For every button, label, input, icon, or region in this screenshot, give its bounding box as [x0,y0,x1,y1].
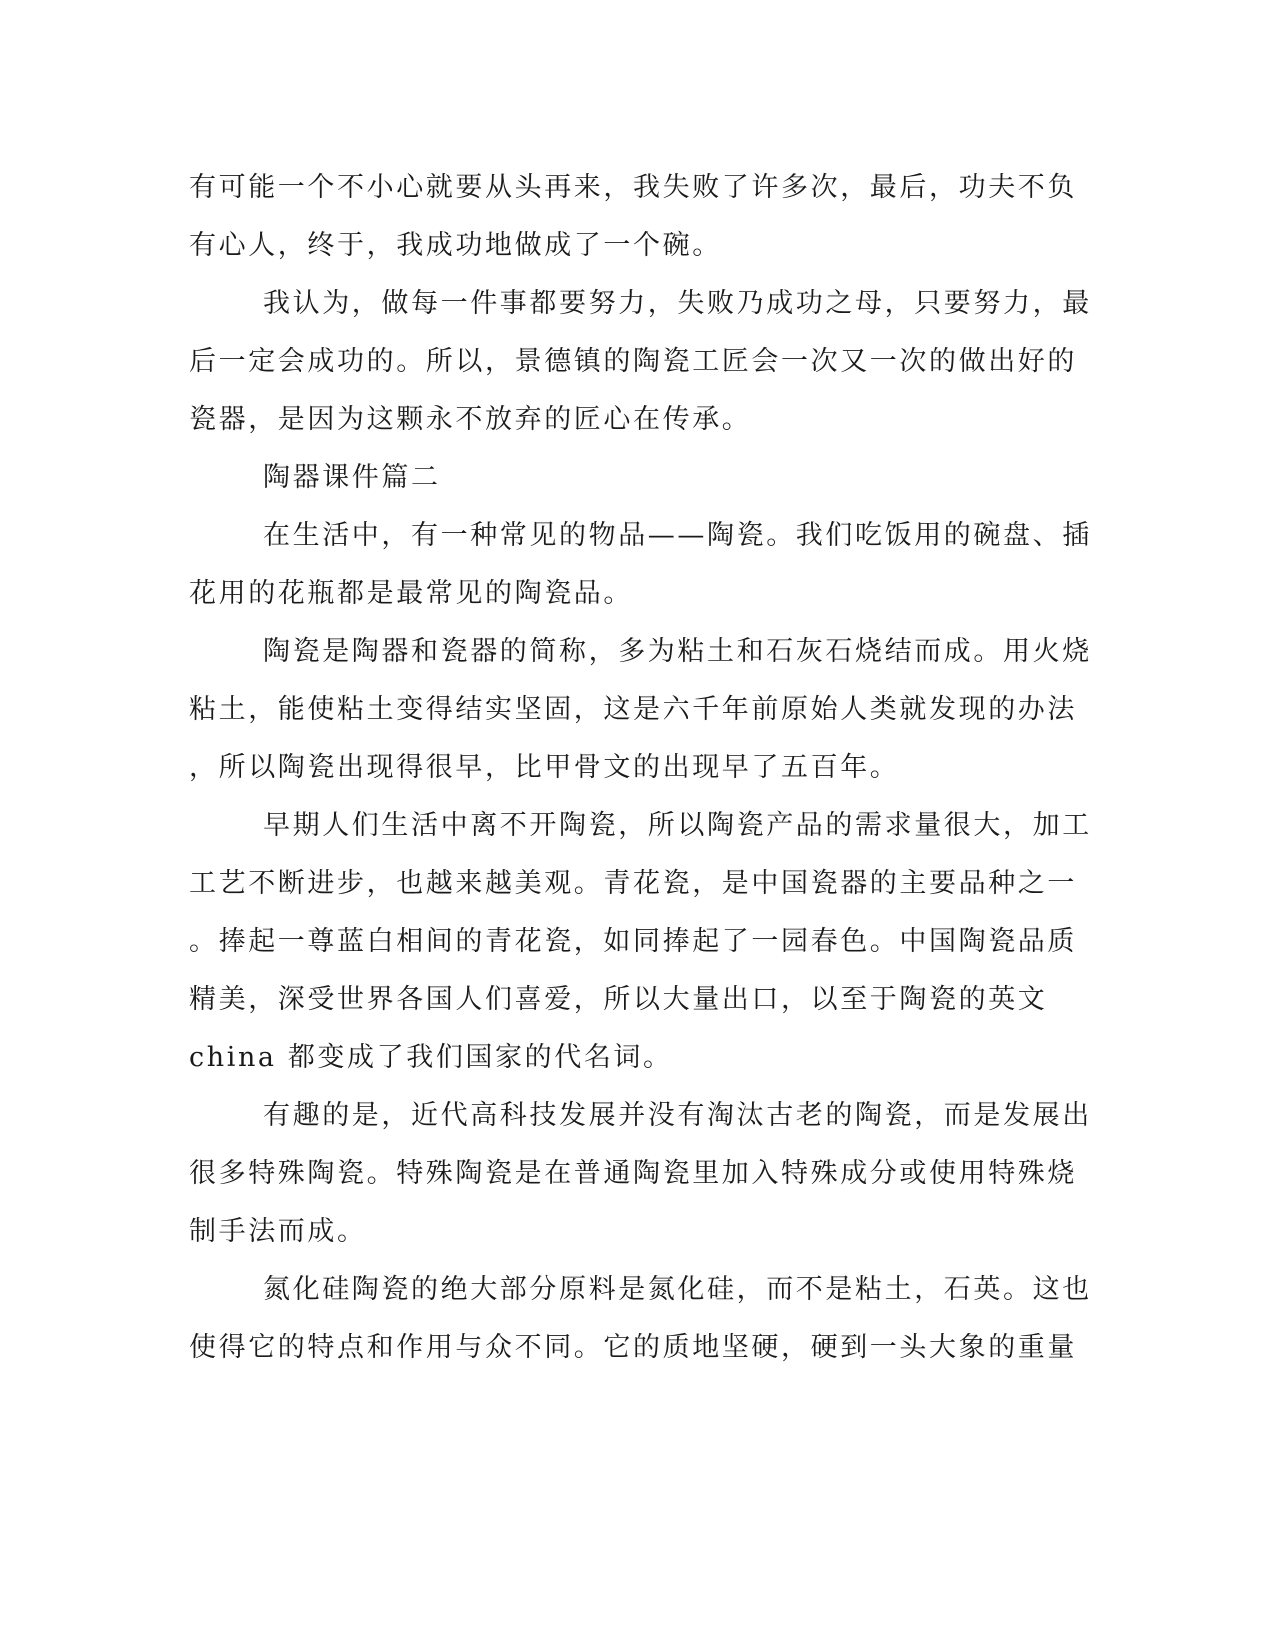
text-line: ，所以陶瓷出现得很早，比甲骨文的出现早了五百年。 [189,752,900,783]
text-line: 使得它的特点和作用与众不同。它的质地坚硬，硬到一头大象的重量 [189,1332,1077,1363]
paragraph-start-line: 我认为，做每一件事都要努力，失败乃成功之母，只要努力，最 [263,288,1092,319]
paragraph-start-line: 早期人们生活中离不开陶瓷，所以陶瓷产品的需求量很大，加工 [263,810,1092,841]
text-line: 。捧起一尊蓝白相间的青花瓷，如同捧起了一园春色。中国陶瓷品质 [189,926,1077,957]
text-line: 后一定会成功的。所以，景德镇的陶瓷工匠会一次又一次的做出好的 [189,346,1077,377]
section-heading: 陶器课件篇二 [263,462,441,493]
text-line: 花用的花瓶都是最常见的陶瓷品。 [189,578,633,609]
text-line: 制手法而成。 [189,1216,367,1247]
paragraph-start-line: 氮化硅陶瓷的绝大部分原料是氮化硅，而不是粘土，石英。这也 [263,1274,1092,1305]
text-line: 很多特殊陶瓷。特殊陶瓷是在普通陶瓷里加入特殊成分或使用特殊烧 [189,1158,1077,1189]
text-line: 精美，深受世界各国人们喜爱，所以大量出口，以至于陶瓷的英文 [189,984,1048,1015]
text-line: 有心人，终于，我成功地做成了一个碗。 [189,230,722,261]
paragraph-start-line: 有趣的是，近代高科技发展并没有淘汰古老的陶瓷，而是发展出 [263,1100,1092,1131]
text-line: china 都变成了我们国家的代名词。 [189,1042,673,1073]
paragraph-start-line: 在生活中，有一种常见的物品——陶瓷。我们吃饭用的碗盘、插 [263,520,1092,551]
text-line: 粘土，能使粘土变得结实坚固，这是六千年前原始人类就发现的办法 [189,694,1077,725]
text-line: 有可能一个不小心就要从头再来，我失败了许多次，最后，功夫不负 [189,172,1077,203]
text-line: 工艺不断进步，也越来越美观。青花瓷，是中国瓷器的主要品种之一 [189,868,1077,899]
paragraph-start-line: 陶瓷是陶器和瓷器的简称，多为粘土和石灰石烧结而成。用火烧 [263,636,1092,667]
text-line: 瓷器，是因为这颗永不放弃的匠心在传承。 [189,404,752,435]
